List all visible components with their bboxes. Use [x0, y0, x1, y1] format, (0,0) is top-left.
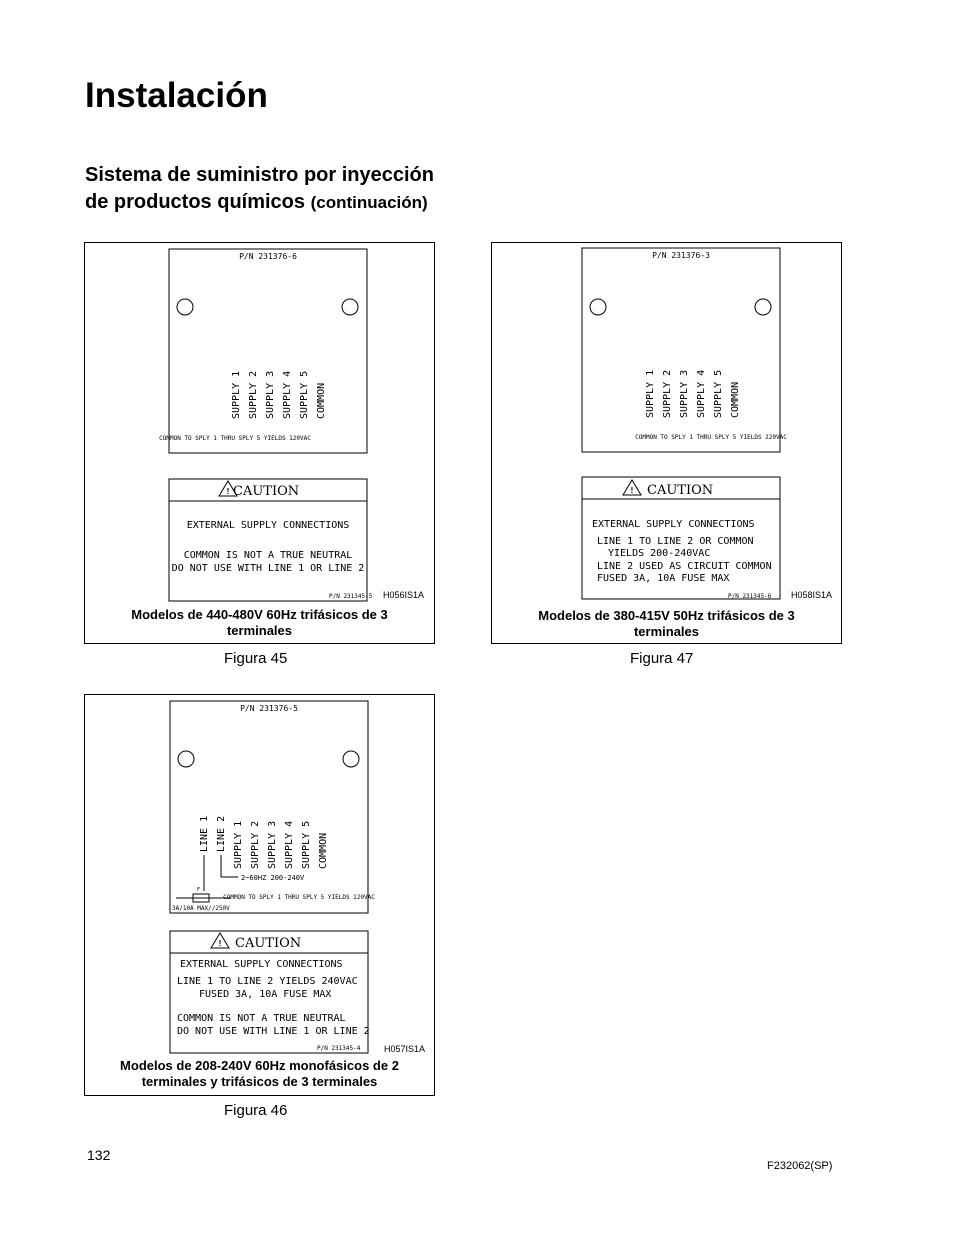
fig46-terminal-1: SUPPLY 1 — [233, 820, 244, 869]
fig46-caution-line-3: FUSED 3A, 10A FUSE MAX — [199, 989, 332, 1000]
section-heading-line2: de productos químicos — [85, 191, 306, 213]
fig47-terminal-3: SUPPLY 3 — [679, 369, 690, 418]
document-code: F232062(SP) — [767, 1160, 833, 1172]
fig47-terminal-1: SUPPLY 1 — [645, 369, 656, 418]
fig45-mount-hole-right — [342, 299, 358, 315]
fig47-terminal-common: COMMON — [730, 381, 741, 418]
section-heading-line2-wrap — [85, 189, 434, 216]
fig47-label: Figura 47 — [630, 650, 694, 667]
fig45-label: Figura 45 — [224, 650, 288, 667]
fig46-terminal-3: SUPPLY 3 — [267, 820, 278, 869]
fig46-mount-hole-left — [178, 751, 194, 767]
fig45-pn-top: P/N 231376-6 — [239, 252, 297, 261]
page-number: 132 — [87, 1147, 111, 1163]
fig47-pn-bottom: P/N 231345-6 — [728, 593, 772, 600]
fig45-caution-line-3: COMMON IS NOT A TRUE NEUTRAL — [183, 550, 353, 561]
fig46-fuse-text: 3A/10A MAX//250V — [172, 905, 230, 912]
figure-47-box — [491, 242, 842, 644]
fig45-note: COMMON TO SPLY 1 THRU SPLY 5 YIELDS 120VAC — [159, 435, 311, 442]
section-heading — [85, 162, 434, 216]
fig47-mount-hole-right — [755, 299, 771, 315]
figure-45-box — [84, 242, 435, 644]
fig47-caution-line-3: YIELDS 200-240VAC — [608, 548, 711, 559]
section-heading-line1: Sistema de suministro por inyección — [85, 164, 434, 186]
fig45-caption — [85, 607, 434, 639]
fig47-terminal-4: SUPPLY 4 — [696, 369, 707, 418]
svg-text:!: ! — [218, 939, 222, 948]
fig46-caution-title: CAUTION — [235, 936, 302, 951]
fig47-terminal-2: SUPPLY 2 — [662, 369, 673, 418]
fig47-caption-line2: terminales — [633, 624, 700, 639]
fig45-hcode: H056IS1A — [383, 590, 425, 600]
fig45-caption-line2: terminales — [226, 623, 293, 638]
fig46-hcode: H057IS1A — [384, 1044, 426, 1054]
fig46-caption-line1: Modelos de 208-240V 60Hz monofásicos de 2 — [120, 1058, 399, 1073]
fig47-hcode: H058IS1A — [791, 590, 833, 600]
fig45-terminal-5: SUPPLY 5 — [299, 370, 310, 419]
fig45-terminal-4: SUPPLY 4 — [282, 370, 293, 419]
fig46-terminal-4: SUPPLY 4 — [284, 820, 295, 869]
fig47-caption-line1: Modelos de 380-415V 50Hz trifásicos de 3 — [538, 608, 795, 623]
fig46-mount-hole-right — [343, 751, 359, 767]
fig46-caution-line-5: COMMON IS NOT A TRUE NEUTRAL — [177, 1013, 346, 1024]
fig47-terminal-5: SUPPLY 5 — [713, 369, 724, 418]
fig46-caution-line-1: EXTERNAL SUPPLY CONNECTIONS — [180, 959, 343, 970]
figure-46-diagram — [85, 695, 436, 1097]
fig45-pn-bottom: P/N 231345-5 — [329, 593, 373, 600]
fig47-caution-line-1: EXTERNAL SUPPLY CONNECTIONS — [592, 519, 755, 530]
svg-text:!: ! — [226, 487, 230, 496]
fig45-terminal-common: COMMON — [316, 382, 327, 419]
fig46-terminal-5: SUPPLY 5 — [301, 820, 312, 869]
fig47-caption — [492, 608, 841, 640]
svg-text:!: ! — [630, 486, 634, 495]
fig45-terminal-3: SUPPLY 3 — [265, 370, 276, 419]
fig47-pn-top: P/N 231376-3 — [652, 251, 710, 260]
figure-47-diagram — [492, 243, 843, 645]
fig45-terminal-1: SUPPLY 1 — [231, 370, 242, 419]
fig46-caption-line2: terminales y trifásicos de 3 terminales — [141, 1074, 378, 1089]
fig46-terminal-line2: LINE 2 — [216, 815, 227, 852]
fig46-terminal-common: COMMON — [318, 832, 329, 869]
fig46-line-note: 2~60HZ 200-240V — [241, 874, 305, 882]
fig46-label: Figura 46 — [224, 1102, 288, 1119]
fig46-fuse-label: F — [197, 887, 201, 893]
fig46-pn-top: P/N 231376-5 — [240, 704, 298, 713]
fig45-caption-line1: Modelos de 440-480V 60Hz trifásicos de 3 — [131, 607, 388, 622]
fig46-caution-line-2: LINE 1 TO LINE 2 YIELDS 240VAC — [177, 976, 358, 987]
page-title: Instalación — [85, 76, 268, 115]
fig47-caution-line-4: LINE 2 USED AS CIRCUIT COMMON — [597, 561, 772, 572]
fig45-terminal-2: SUPPLY 2 — [248, 370, 259, 419]
fig45-caution-line-1: EXTERNAL SUPPLY CONNECTIONS — [186, 520, 350, 531]
fig46-terminal-line1: LINE 1 — [199, 815, 210, 852]
fig47-mount-hole-left — [590, 299, 606, 315]
figure-45-diagram — [85, 243, 436, 645]
fig45-caution-title: CAUTION — [233, 484, 300, 499]
figure-46-box — [84, 694, 435, 1096]
fig47-caution-line-5: FUSED 3A, 10A FUSE MAX — [597, 573, 730, 584]
fig46-caution-line-6: DO NOT USE WITH LINE 1 OR LINE 2 — [177, 1026, 370, 1037]
fig47-caution-line-2: LINE 1 TO LINE 2 OR COMMON — [597, 536, 754, 547]
fig46-note: COMMON TO SPLY 1 THRU SPLY 5 YIELDS 120VAC — [223, 894, 375, 901]
fig45-caution-line-4: DO NOT USE WITH LINE 1 OR LINE 2 — [171, 563, 365, 574]
fig47-note: COMMON TO SPLY 1 THRU SPLY 5 YIELDS 220VAC — [635, 434, 787, 441]
section-heading-suffix: (continuación) — [310, 193, 428, 212]
fig46-terminal-2: SUPPLY 2 — [250, 820, 261, 869]
fig46-pn-bottom: P/N 231345-4 — [317, 1045, 361, 1052]
fig45-mount-hole-left — [177, 299, 193, 315]
fig47-caution-title: CAUTION — [647, 483, 714, 498]
fig46-caption — [85, 1058, 434, 1090]
